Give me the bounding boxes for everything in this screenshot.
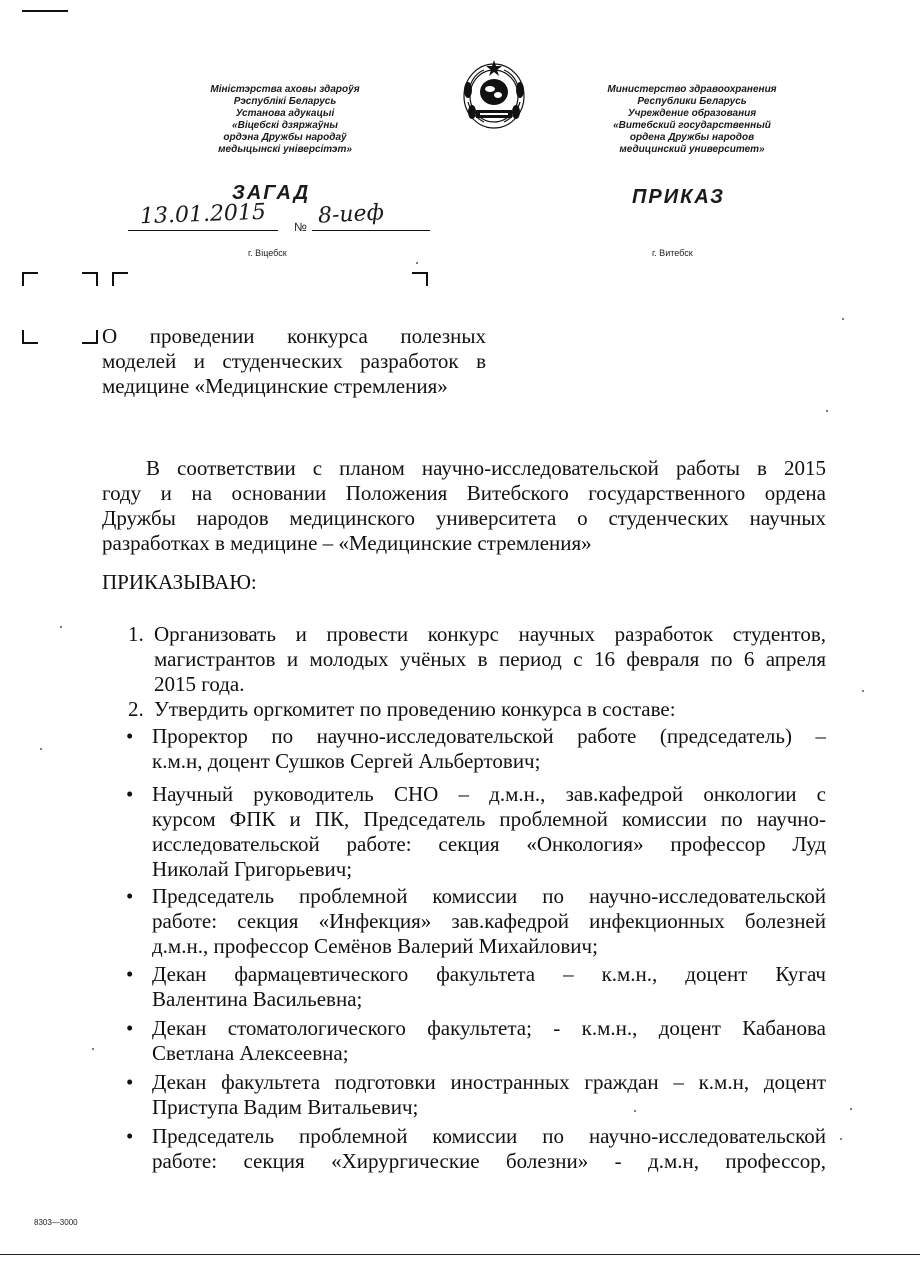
- item-number: 1.: [128, 622, 144, 646]
- left-title: ЗАГАД: [232, 182, 311, 204]
- order-word: ПРИКАЗЫВАЮ:: [102, 570, 257, 594]
- state-emblem: [458, 56, 530, 132]
- order-subject: [102, 324, 486, 399]
- scan-speck: [862, 690, 864, 692]
- order-number: 8-иеф: [317, 200, 385, 229]
- header-left-line: медыцынскі універсітэт»: [218, 144, 352, 155]
- header-right-line: Учреждение образования: [627, 108, 757, 119]
- bullet-marker: •: [126, 962, 134, 986]
- item-line: Проректор по научно-исследовательской работе (председатель) –: [152, 724, 826, 748]
- header-left-line: Установа адукацыі: [235, 108, 335, 119]
- item-line: Декан фармацевтического факультета – к.м.н., доцент Кугач: [152, 962, 826, 986]
- bullet-marker: •: [126, 1070, 134, 1094]
- item-line: магистрантов и молодых учёных в период с 16 февраля по 6 апреля: [154, 647, 826, 671]
- bracket-corner: [112, 272, 128, 286]
- scan-speck: [842, 318, 844, 320]
- header-right-line: «Витебский государственный: [613, 120, 771, 131]
- scan-speck: [416, 262, 418, 264]
- header-right-line: медицинский университет»: [619, 144, 765, 155]
- scan-mark: [22, 10, 68, 12]
- item-line: Приступа Вадим Витальевич;: [152, 1095, 419, 1119]
- right-title: ПРИКАЗ: [632, 186, 725, 208]
- item-line: Утвердить оргкомитет по проведению конкурса в составе:: [154, 697, 676, 721]
- preamble-line: году и на основании Положения Витебского государственного ордена: [102, 481, 826, 505]
- subject-line: моделей и студенческих разработок в: [102, 349, 486, 373]
- bullet-marker: •: [126, 1016, 134, 1040]
- item-line: Организовать и провести конкурс научных разработок студентов,: [154, 622, 826, 646]
- header-left-block: [170, 84, 400, 156]
- subject-line: О проведении конкурса полезных: [102, 324, 486, 348]
- scan-speck: [40, 748, 42, 750]
- bullet-marker: •: [126, 884, 134, 908]
- item-line: исследовательской работе: секция «Онкология» профессор Луд: [152, 832, 826, 856]
- item-line: к.м.н, доцент Сушков Сергей Альбертович;: [152, 749, 541, 773]
- item-line: Председатель проблемной комиссии по научно-исследовательской: [152, 884, 826, 908]
- item-line: курсом ФПК и ПК, Председатель проблемной комиссии по научно-: [152, 807, 826, 831]
- bullet-marker: •: [126, 1124, 134, 1148]
- bracket-corner: [412, 272, 428, 286]
- page-bottom-edge: [0, 1254, 920, 1255]
- header-right-line: ордена Дружбы народов: [629, 132, 755, 143]
- item-line: д.м.н., профессор Семёнов Валерий Михайлович;: [152, 934, 598, 958]
- right-city: г. Витебск: [652, 248, 693, 258]
- header-left-line: ордэна Дружбы народаў: [223, 132, 347, 143]
- subject-line: медицине «Медицинские стремления»: [102, 374, 448, 398]
- number-label: №: [294, 220, 307, 234]
- header-left-line: Рэспублікі Беларусь: [233, 96, 337, 107]
- preamble: [102, 456, 826, 556]
- preamble-line: Дружбы народов медицинского университета о студенческих научных: [102, 506, 826, 530]
- header-right-block: [582, 84, 802, 156]
- header-left-line: «Віцебскі дзяржаўны: [232, 120, 338, 131]
- scan-speck: [826, 410, 828, 412]
- number-underline: [312, 230, 430, 231]
- bullet-marker: •: [126, 782, 134, 806]
- item-line: Декан факультета подготовки иностранных граждан – к.м.н, доцент: [152, 1070, 826, 1094]
- bracket-corner: [22, 330, 38, 344]
- item-line: Председатель проблемной комиссии по научно-исследовательской: [152, 1124, 826, 1148]
- scan-speck: [60, 626, 62, 628]
- item-line: Научный руководитель СНО – д.м.н., зав.кафедрой онкологии с: [152, 782, 826, 806]
- header-right-line: Республики Беларусь: [637, 96, 747, 107]
- item-number: 2.: [128, 697, 144, 721]
- scan-speck: [840, 1138, 842, 1140]
- header-left-line: Міністэрства аховы здароўя: [210, 84, 360, 95]
- bullet-marker: •: [126, 724, 134, 748]
- bracket-corner: [82, 330, 98, 344]
- item-line: 2015 года.: [154, 672, 245, 696]
- date-underline: [128, 230, 278, 231]
- item-line: работе: секция «Хирургические болезни» - д.м.н, профессор,: [152, 1149, 826, 1173]
- order-date: 13.01.2015: [139, 199, 267, 230]
- item-line: Валентина Васильевна;: [152, 987, 363, 1011]
- bracket-corner: [82, 272, 98, 286]
- preamble-line: В соответствии с планом научно-исследовательской работы в 2015: [146, 456, 826, 480]
- preamble-line: разработках в медицине – «Медицинские стремления»: [102, 531, 592, 555]
- footer-code: 8303—3000: [34, 1218, 78, 1227]
- item-line: Николай Григорьевич;: [152, 857, 353, 881]
- left-city: г. Віцебск: [248, 248, 287, 258]
- item-line: Светлана Алексеевна;: [152, 1041, 349, 1065]
- item-line: Декан стоматологического факультета; - к.м.н., доцент Кабанова: [152, 1016, 826, 1040]
- scan-speck: [850, 1108, 852, 1110]
- item-line: работе: секция «Инфекция» зав.кафедрой инфекционных болезней: [152, 909, 826, 933]
- scan-speck: [634, 1110, 636, 1112]
- bracket-corner: [22, 272, 38, 286]
- scan-speck: [92, 1048, 94, 1050]
- header-right-line: Министерство здравоохранения: [607, 84, 777, 95]
